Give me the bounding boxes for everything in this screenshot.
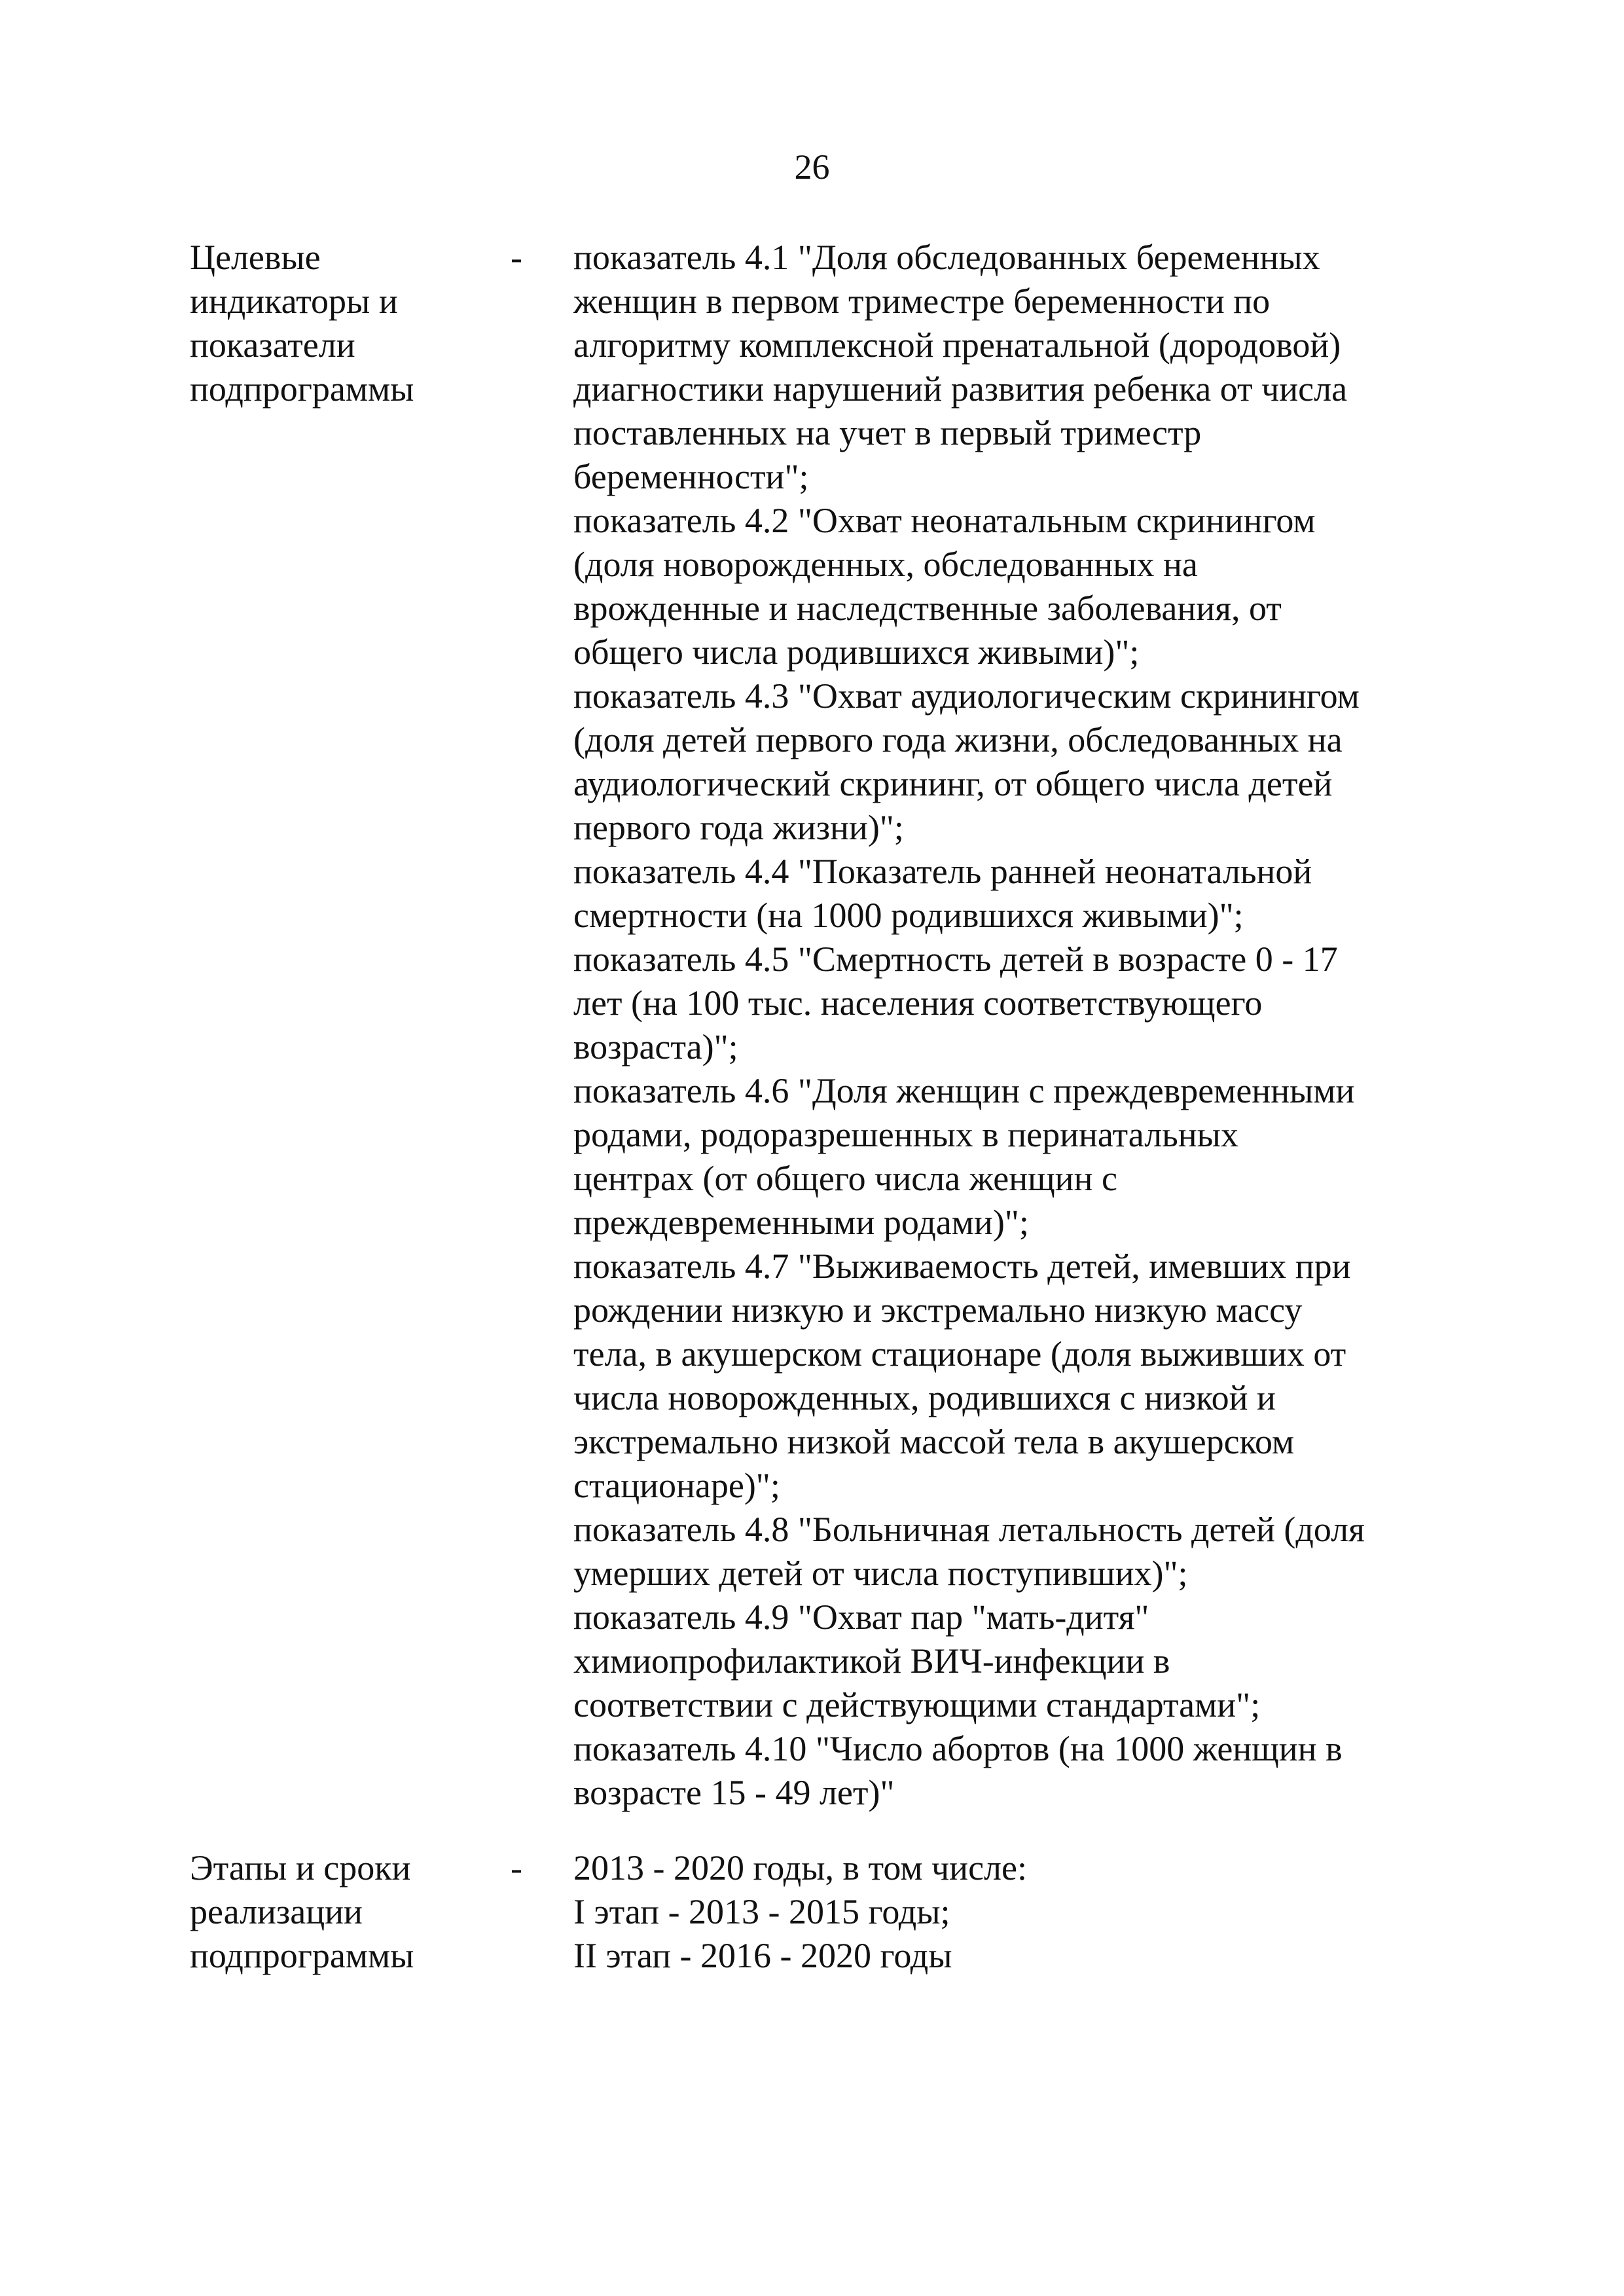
indicators-line: показатель 4.8 "Больничная летальность детей (доля bbox=[573, 1510, 1365, 1549]
stages-label-line: подпрограммы bbox=[190, 1936, 414, 1975]
indicators-line: аудиологический скрининг, от общего числа детей bbox=[573, 764, 1333, 803]
stages-label-line: реализации bbox=[190, 1892, 363, 1931]
indicators-line: стационаре)"; bbox=[573, 1466, 780, 1505]
indicators-line: соответствии с действующими стандартами"; bbox=[573, 1685, 1261, 1724]
indicators-line: врожденные и наследственные заболевания, от bbox=[573, 589, 1282, 628]
indicators-line: алгоритму комплексной пренатальной (дородовой) bbox=[573, 325, 1341, 365]
indicators-line: (доля детей первого года жизни, обследованных на bbox=[573, 720, 1343, 759]
indicators-line: экстремально низкой массой тела в акушерском bbox=[573, 1422, 1295, 1461]
indicators-line: умерших детей от числа поступивших)"; bbox=[573, 1554, 1188, 1593]
indicators-text bbox=[573, 236, 1444, 1815]
indicators-label bbox=[190, 236, 497, 411]
indicators-line: рождении низкую и экстремально низкую массу bbox=[573, 1290, 1303, 1330]
indicators-line: показатель 4.6 "Доля женщин с преждевременными bbox=[573, 1071, 1355, 1110]
indicators-line: (доля новорожденных, обследованных на bbox=[573, 545, 1198, 584]
indicators-line: возраста)"; bbox=[573, 1027, 738, 1066]
page-number: 26 bbox=[794, 147, 830, 187]
stages-line: 2013 - 2020 годы, в том числе: bbox=[573, 1848, 1027, 1887]
stages-label bbox=[190, 1846, 497, 1978]
stages-line: I этап - 2013 - 2015 годы; bbox=[573, 1892, 950, 1931]
indicators-line: показатель 4.2 "Охват неонатальным скринингом bbox=[573, 501, 1316, 540]
stages-text bbox=[573, 1846, 1444, 1978]
indicators-dash: - bbox=[511, 238, 522, 277]
indicators-label-line: подпрограммы bbox=[190, 369, 414, 409]
indicators-line: преждевременными родами)"; bbox=[573, 1203, 1029, 1242]
indicators-line: показатель 4.5 "Смертность детей в возрасте 0 - 17 bbox=[573, 939, 1338, 979]
indicators-line: родами, родоразрешенных в перинатальных bbox=[573, 1115, 1238, 1154]
indicators-line: числа новорожденных, родившихся с низкой и bbox=[573, 1378, 1276, 1417]
indicators-line: поставленных на учет в первый триместр bbox=[573, 413, 1202, 452]
indicators-label-line: показатели bbox=[190, 325, 355, 365]
stages-line: II этап - 2016 - 2020 годы bbox=[573, 1936, 952, 1975]
indicators-label-line: индикаторы и bbox=[190, 282, 398, 321]
indicators-line: химиопрофилактикой ВИЧ-инфекции в bbox=[573, 1641, 1170, 1681]
indicators-line: женщин в первом триместре беременности по bbox=[573, 282, 1271, 321]
indicators-line: смертности (на 1000 родившихся живыми)"; bbox=[573, 896, 1244, 935]
indicators-line: показатель 4.1 "Доля обследованных беременных bbox=[573, 238, 1320, 277]
stages-label-line: Этапы и сроки bbox=[190, 1848, 411, 1887]
indicators-line: показатель 4.3 "Охват аудиологическим скринингом bbox=[573, 676, 1360, 716]
indicators-line: беременности"; bbox=[573, 457, 809, 496]
indicators-line: первого года жизни)"; bbox=[573, 808, 904, 847]
indicators-line: диагностики нарушений развития ребенка от числа bbox=[573, 369, 1348, 409]
indicators-line: показатель 4.9 "Охват пар "мать-дитя" bbox=[573, 1597, 1149, 1637]
stages-dash: - bbox=[511, 1848, 522, 1887]
indicators-line: показатель 4.10 "Число абортов (на 1000 женщин в bbox=[573, 1729, 1343, 1768]
indicators-line: тела, в акушерском стационаре (доля выживших от bbox=[573, 1334, 1346, 1374]
indicators-line: лет (на 100 тыс. населения соответствующего bbox=[573, 983, 1263, 1023]
indicators-line: показатель 4.4 "Показатель ранней неонатальной bbox=[573, 852, 1312, 891]
indicators-label-line: Целевые bbox=[190, 238, 321, 277]
indicators-line: общего числа родившихся живыми)"; bbox=[573, 632, 1140, 672]
indicators-line: возрасте 15 - 49 лет)" bbox=[573, 1773, 895, 1812]
indicators-line: центрах (от общего числа женщин с bbox=[573, 1159, 1117, 1198]
indicators-line: показатель 4.7 "Выживаемость детей, имевших при bbox=[573, 1247, 1351, 1286]
